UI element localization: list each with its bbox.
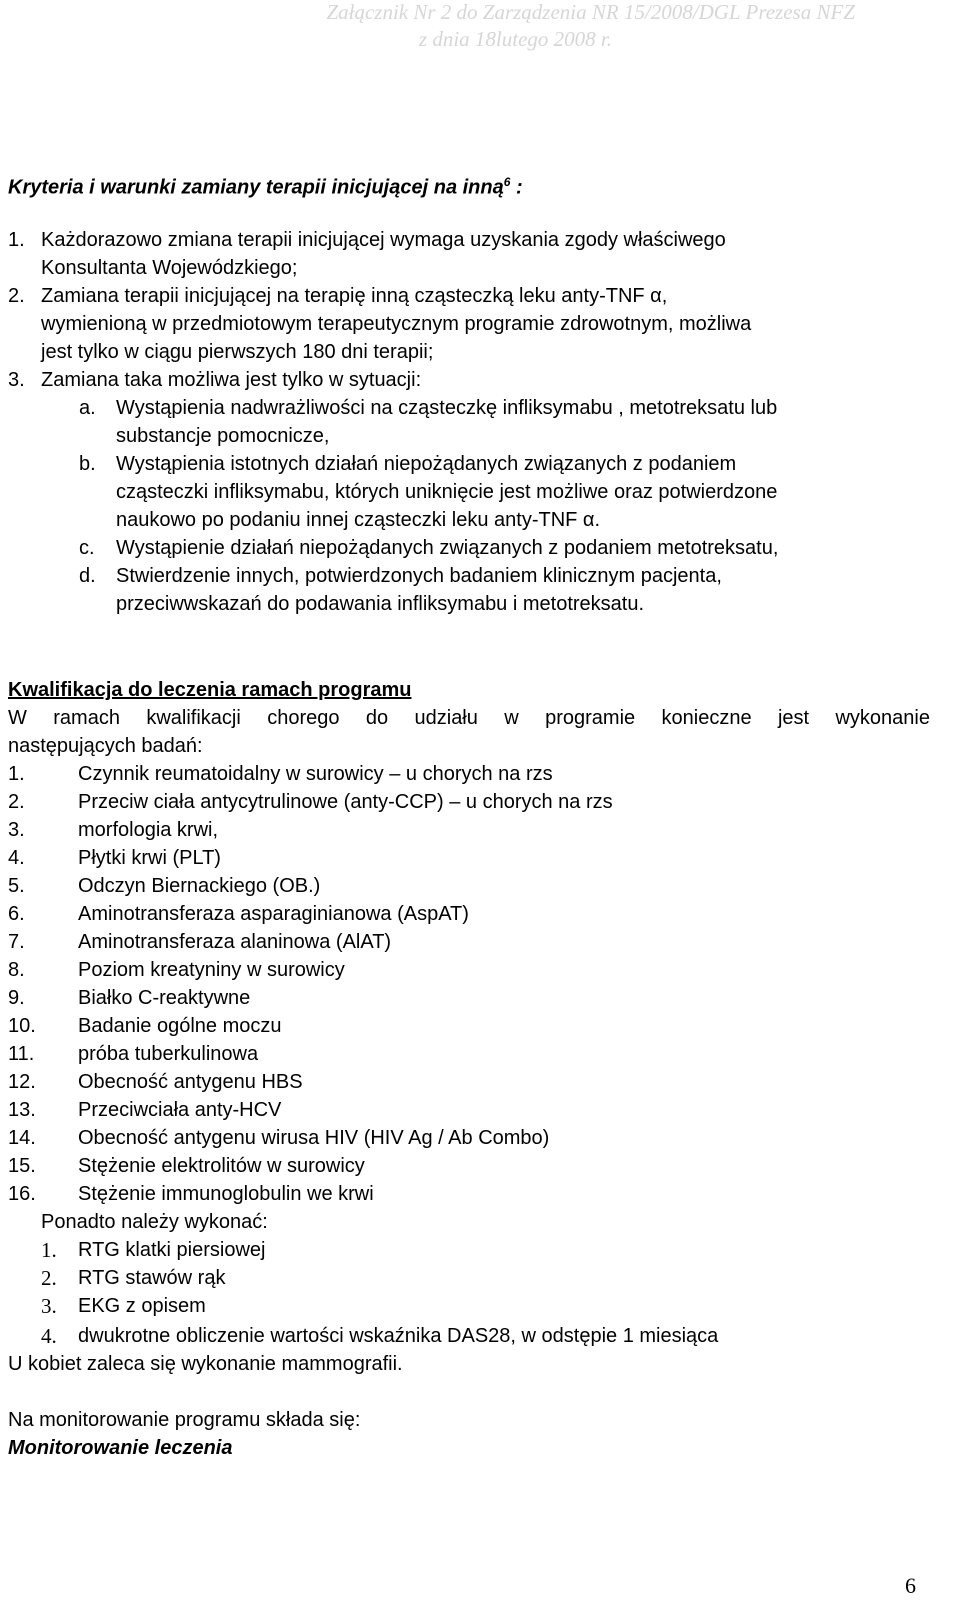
test-number: 13.: [8, 1099, 36, 1121]
test-number: 2.: [8, 791, 25, 813]
test-item: próba tuberkulinowa: [78, 1043, 259, 1065]
subitem-text: Wystąpienia nadwrażliwości na cząsteczkę infliksymabu , metotreksatu lub: [116, 397, 778, 419]
test-item: Czynnik reumatoidalny w surowicy – u chorych na rzs: [78, 763, 553, 785]
test-item: morfologia krwi,: [78, 819, 219, 841]
test-item: Płytki krwi (PLT): [78, 847, 221, 869]
subitem-text: Wystąpienia istotnych działań niepożądanych związanych z podaniem: [116, 453, 737, 475]
subitem-letter: c.: [79, 537, 95, 559]
page-number: 6: [905, 1573, 916, 1598]
section-title-monitoring: Monitorowanie leczenia: [8, 1437, 233, 1459]
footnote-ref: 6: [503, 175, 511, 189]
section-title-qualification: Kwalifikacja do leczenia ramach programu: [8, 679, 412, 701]
test-number: 7.: [8, 931, 25, 953]
subitem-letter: b.: [79, 453, 96, 475]
test-number: 16.: [8, 1183, 36, 1205]
criteria-number: 3.: [8, 369, 25, 391]
additional-number: 2.: [41, 1266, 57, 1290]
test-item: Stężenie elektrolitów w surowicy: [78, 1155, 365, 1177]
monitoring-intro: Na monitorowanie programu składa się:: [8, 1409, 361, 1431]
test-number: 5.: [8, 875, 25, 897]
test-item: Poziom kreatyniny w surowicy: [78, 959, 345, 981]
criteria-text: Każdorazowo zmiana terapii inicjującej wymaga uzyskania zgody właściwego: [41, 229, 726, 251]
additional-item: RTG klatki piersiowej: [78, 1239, 266, 1261]
header-attachment-line: Załącznik Nr 2 do Zarządzenia NR 15/2008/DGL Prezesa NFZ: [326, 0, 855, 24]
additional-label: Ponadto należy wykonać:: [41, 1211, 268, 1233]
test-number: 9.: [8, 987, 25, 1009]
criteria-text: Konsultanta Wojewódzkiego;: [41, 257, 298, 279]
test-item: Badanie ogólne moczu: [78, 1015, 282, 1037]
subitem-text: naukowo po podaniu innej cząsteczki leku anty-TNF α.: [116, 509, 601, 531]
section-title-change-criteria: Kryteria i warunki zamiany terapii inicjującej na inną$^6$ :: [8, 175, 523, 199]
test-item: Aminotransferaza asparaginianowa (AspAT): [78, 903, 469, 925]
criteria-number: 1.: [8, 229, 25, 251]
test-item: Obecność antygenu wirusa HIV (HIV Ag / Ab Combo): [78, 1127, 550, 1149]
additional-item: dwukrotne obliczenie wartości wskaźnika DAS28, w odstępie 1 miesiąca: [78, 1325, 719, 1347]
qualification-intro: W ramach kwalifikacji chorego do udziału w programie konieczne jest wykonanie: [8, 707, 930, 729]
additional-item: RTG stawów rąk: [78, 1267, 226, 1289]
test-number: 11.: [8, 1043, 35, 1065]
criteria-text: Zamiana terapii inicjującej na terapię inną cząsteczką leku anty-TNF α,: [41, 285, 668, 307]
test-number: 10.: [8, 1015, 36, 1037]
header-date-line: z dnia 18lutego 2008 r.: [418, 27, 612, 51]
test-number: 6.: [8, 903, 25, 925]
subitem-text: substancje pomocnicze,: [116, 425, 330, 447]
subitem-text: przeciwwskazań do podawania infliksymabu i metotreksatu.: [116, 593, 645, 615]
subitem-letter: a.: [79, 397, 96, 419]
test-number: 1.: [8, 763, 25, 785]
criteria-text: jest tylko w ciągu pierwszych 180 dni terapii;: [41, 341, 434, 363]
test-number: 4.: [8, 847, 25, 869]
additional-number: 3.: [41, 1294, 57, 1318]
test-number: 8.: [8, 959, 25, 981]
test-item: Przeciwciała anty-HCV: [78, 1099, 282, 1121]
criteria-text: Zamiana taka możliwa jest tylko w sytuacji:: [41, 369, 422, 391]
subitem-letter: d.: [79, 565, 96, 587]
subitem-text: Wystąpienie działań niepożądanych związanych z podaniem metotreksatu,: [116, 537, 779, 559]
test-item: Obecność antygenu HBS: [78, 1071, 303, 1093]
test-item: Aminotransferaza alaninowa (AlAT): [78, 931, 392, 953]
women-note: U kobiet zaleca się wykonanie mammografii.: [8, 1353, 403, 1375]
qualification-intro-cont: następujących badań:: [8, 735, 203, 757]
test-item: Stężenie immunoglobulin we krwi: [78, 1183, 374, 1205]
test-number: 14.: [8, 1127, 36, 1149]
test-number: 3.: [8, 819, 25, 841]
test-item: Białko C-reaktywne: [78, 987, 251, 1009]
test-number: 12.: [8, 1071, 36, 1093]
criteria-number: 2.: [8, 285, 25, 307]
additional-number: 4.: [41, 1324, 57, 1348]
additional-number: 1.: [41, 1238, 57, 1262]
test-item: Przeciw ciała antycytrulinowe (anty-CCP) – u chorych na rzs: [78, 791, 613, 813]
test-item: Odczyn Biernackiego (OB.): [78, 875, 321, 897]
additional-item: EKG z opisem: [78, 1295, 206, 1317]
subitem-text: cząsteczki infliksymabu, których uniknięcie jest możliwe oraz potwierdzone: [116, 481, 778, 503]
test-number: 15.: [8, 1155, 36, 1177]
criteria-text: wymienioną w przedmiotowym terapeutycznym programie zdrowotnym, możliwa: [41, 313, 752, 335]
subitem-text: Stwierdzenie innych, potwierdzonych badaniem klinicznym pacjenta,: [116, 565, 722, 587]
